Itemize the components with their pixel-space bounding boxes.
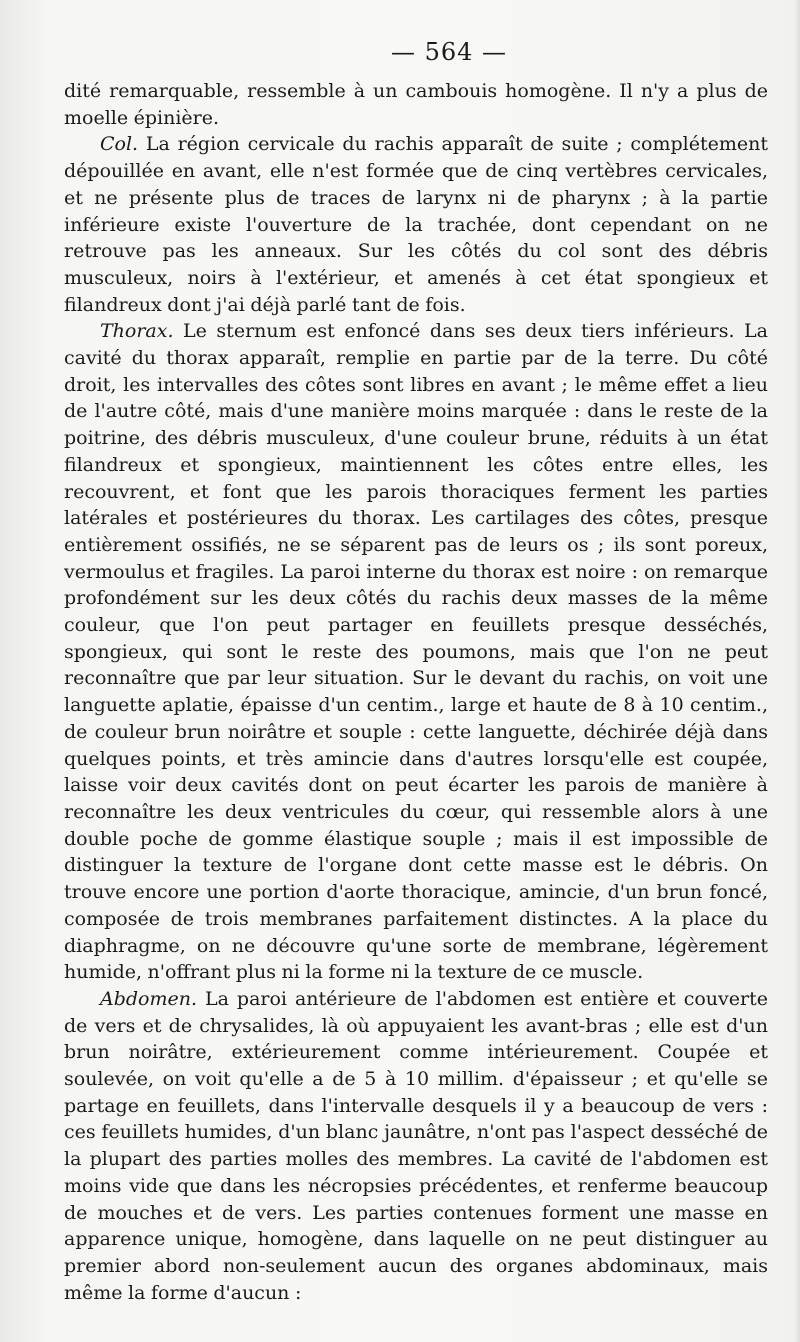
- paragraph-text: Le sternum est enfoncé dans ses deux tiers inférieurs. La cavité du thorax apparaît, remplie en partie par de la terre. Du côté droit, les intervalles des côtes sont libres en avant ; le même effet a lieu de l'autre côté, mais d'une manière moins marquée : dans le reste de la poitrine, des débris musculeux, d'une couleur brune, réduits à un état filandreux et spongieux, maintiennent les côtes entre elles, les recouvrent, et font que les parois thoraciques ferment les parties latérales et postérieures du thorax. Les cartilages des côtes, presque entièrement ossifiés, ne se séparent pas de leurs os ; ils sont poreux, vermoulus et fragiles. La paroi interne du thorax est noire : on remarque profondément sur les deux côtés du rachis deux masses de la même couleur, que l'on peut partager en feuillets presque desséchés, spongieux, qui sont le reste des poumons, mais que l'on ne peut reconnaître que par leur situation. Sur le devant du rachis, on voit une languette aplatie, épaisse d'un centim., large et haute de 8 à 10 centim., de couleur brun noirâtre et souple : cette languette, déchirée déjà dans quelques points, et très amincie dans d'autres lorsqu'elle est coupée, laisse voir deux cavités dont on peut écarter les parois de manière à reconnaître les deux ventricules du cœur, qui ressemble alors à une double poche de gomme élastique souple ; mais il est impossible de distinguer la texture de l'organe dont cette masse est le débris. On trouve encore une portion d'aorte thoracique, amincie, d'un brun foncé, composée de trois membranes parfaitement distinctes. A la place du diaphragme, on ne découvre qu'une sorte de membrane, légèrement humide, n'offrant plus ni la forme ni la texture de ce muscle.: [64, 320, 768, 984]
- paragraph-thorax: [64, 318, 768, 986]
- paragraph-text: dité remarquable, ressemble à un cambouis homogène. Il n'y a plus de moelle épinière.: [64, 80, 768, 129]
- paragraph-text: La paroi antérieure de l'abdomen est entière et couverte de vers et de chrysalides, là où appuyaient les avant-bras ; elle est d'un brun noirâtre, extérieurement comme intérieurement. Coupée et soulevée, on voit qu'elle a de 5 à 10 millim. d'épaisseur ; et qu'elle se partage en feuillets, dans l'intervalle desquels il y a beaucoup de vers : ces feuillets humides, d'un blanc jaunâtre, n'ont pas l'aspect desséché de la plupart des parties molles des membres. La cavité de l'abdomen est moins vide que dans les nécropsies précédentes, et renferme beaucoup de mouches et de vers. Les parties contenues forment une masse en apparence unique, homogène, dans laquelle on ne peut distinguer au premier abord non-seulement aucun des organes abdominaux, mais même la forme d'aucun :: [64, 987, 768, 1304]
- section-heading-col: Col.: [100, 133, 139, 156]
- paragraph-col: [64, 131, 768, 318]
- scan-shadow: [794, 0, 800, 1342]
- paragraph-abdomen: [64, 986, 768, 1306]
- section-heading-thorax: Thorax.: [100, 320, 174, 343]
- page-number: — 564 —: [390, 38, 508, 66]
- section-heading-abdomen: Abdomen.: [100, 987, 198, 1010]
- paragraph-continuation: [64, 78, 768, 131]
- body-text: [64, 78, 768, 1306]
- paragraph-text: La région cervicale du rachis apparaît de suite ; complétement dépouillée en avant, elle n'est formée que de cinq vertèbres cervicales, et ne présente plus de traces de larynx ni de pharynx ; à la partie inférieure existe l'ouverture de la trachée, dont cependant on ne retrouve pas les anneaux. Sur les côtés du col sont des débris musculeux, noirs à l'extérieur, et amenés à cet état spongieux et filandreux dont j'ai déjà parlé tant de fois.: [64, 133, 768, 316]
